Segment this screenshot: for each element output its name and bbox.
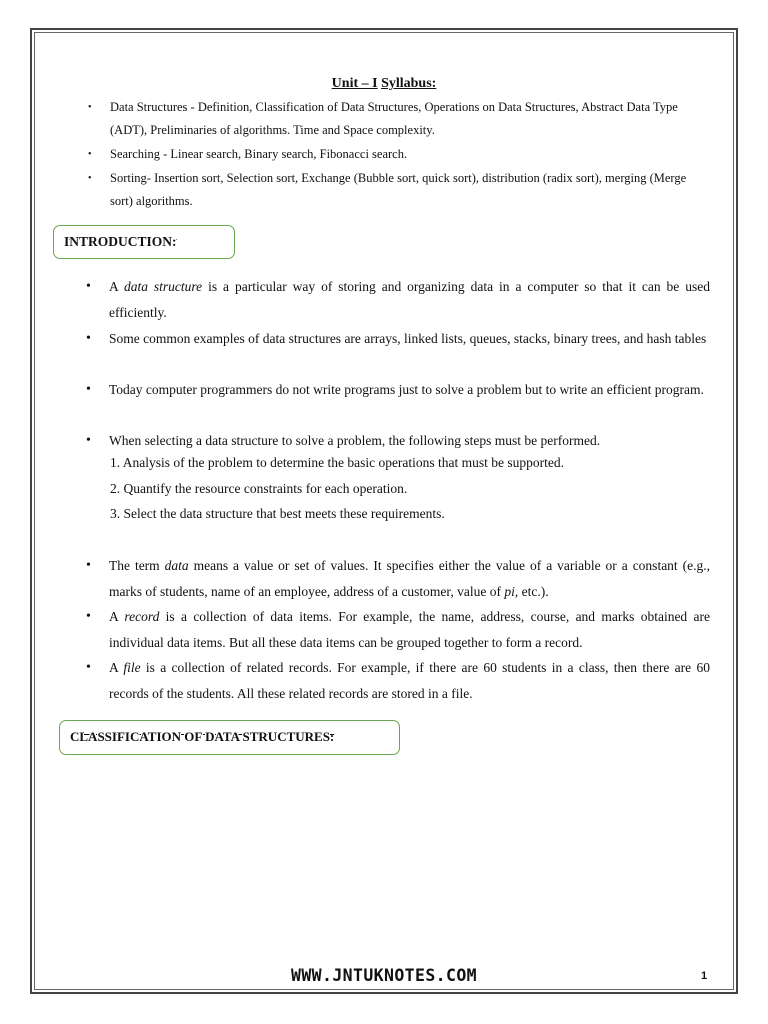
bullet-text: When selecting a data structure to solve a problem, the following steps must be performed. [109, 433, 601, 448]
bullet-text: A record is a collection of data items. For example, the name, address, course, and marks obtained are individual data items. But all these data items can be grouped together to form a record. [109, 609, 710, 650]
introduction-heading: INTRODUCTION: [64, 234, 177, 249]
term-record: record [124, 609, 160, 624]
intro-bullet-efficiency [86, 377, 710, 403]
classification-heading-box [59, 720, 400, 755]
step-item: 2. Quantify the resource constraints for each operation. [110, 481, 408, 496]
syllabus-item-text: Searching - Linear search, Binary search, Fibonacci search. [110, 147, 408, 161]
syllabus-item [88, 167, 708, 213]
syllabus-item [88, 96, 708, 142]
syllabus-item [88, 143, 708, 166]
bullet-icon: • [86, 279, 91, 294]
bullet-icon: • [86, 433, 91, 448]
syllabus-title-suffix: Syllabus: [381, 76, 437, 91]
step-item: 1. Analysis of the problem to determine the basic operations that must be supported. [110, 455, 565, 470]
bullet-text: A file is a collection of related records. For example, if there are 60 students in a class, then there are 60 records of the students. All these related records are stored in a file. [109, 660, 710, 701]
term-pi: pi [504, 583, 515, 599]
bullet-icon: • [88, 102, 92, 113]
syllabus-item-text: Data Structures - Definition, Classification of Data Structures, Operations on Data Structures, Abstract Data Type (ADT), Preliminaries of algorithms. Time and Space complexity. [110, 100, 678, 137]
classification-heading: CLASSIFICATION OF DATA STRUCTURES: [70, 729, 335, 744]
footer-website: WWW.JNTUKNOTES.COM [290, 966, 477, 985]
bullet-icon: • [88, 149, 92, 160]
term-data: data [164, 558, 189, 573]
bullet-icon: • [86, 558, 91, 573]
bullet-text: Some common examples of data structures are arrays, linked lists, queues, stacks, binary trees, and hash tables [109, 331, 707, 346]
intro-bullet-data [86, 553, 710, 604]
step-item: 3. Select the data structure that best meets these requirements. [110, 506, 445, 521]
bullet-text: Today computer programmers do not write programs just to solve a problem but to write an efficient program. [109, 382, 704, 397]
bullet-text: The term data means a value or set of values. It specifies either the value of a variable or a constant (e.g., marks of students, name of an employee, address of a customer, value of pi, etc.). [109, 558, 710, 599]
intro-bullet-file [86, 655, 710, 706]
intro-bullet-record [86, 604, 710, 655]
introduction-heading-box [53, 225, 235, 259]
bullet-icon: • [86, 660, 91, 675]
intro-bullet-examples [86, 326, 710, 352]
intro-bullet-selecting [86, 428, 710, 454]
bullet-icon: • [86, 331, 91, 346]
term-file: file [123, 660, 141, 675]
syllabus-item-text: Sorting- Insertion sort, Selection sort, Exchange (Bubble sort, quick sort), distribution (radix sort), merging (Merge sort) algorithms. [110, 171, 687, 208]
term-data-structure: data structure [123, 279, 203, 294]
bullet-icon: • [86, 382, 91, 397]
intro-bullet-definition [86, 274, 710, 325]
syllabus-title [0, 76, 768, 92]
bullet-text: A data structure is a particular way of storing and organizing data in a computer so that it can be used efficiently. [109, 279, 710, 320]
syllabus-title-prefix: Unit – I [331, 76, 378, 91]
bullet-icon: • [88, 173, 92, 184]
bullet-icon: • [86, 609, 91, 624]
page-number: 1 [701, 970, 708, 982]
